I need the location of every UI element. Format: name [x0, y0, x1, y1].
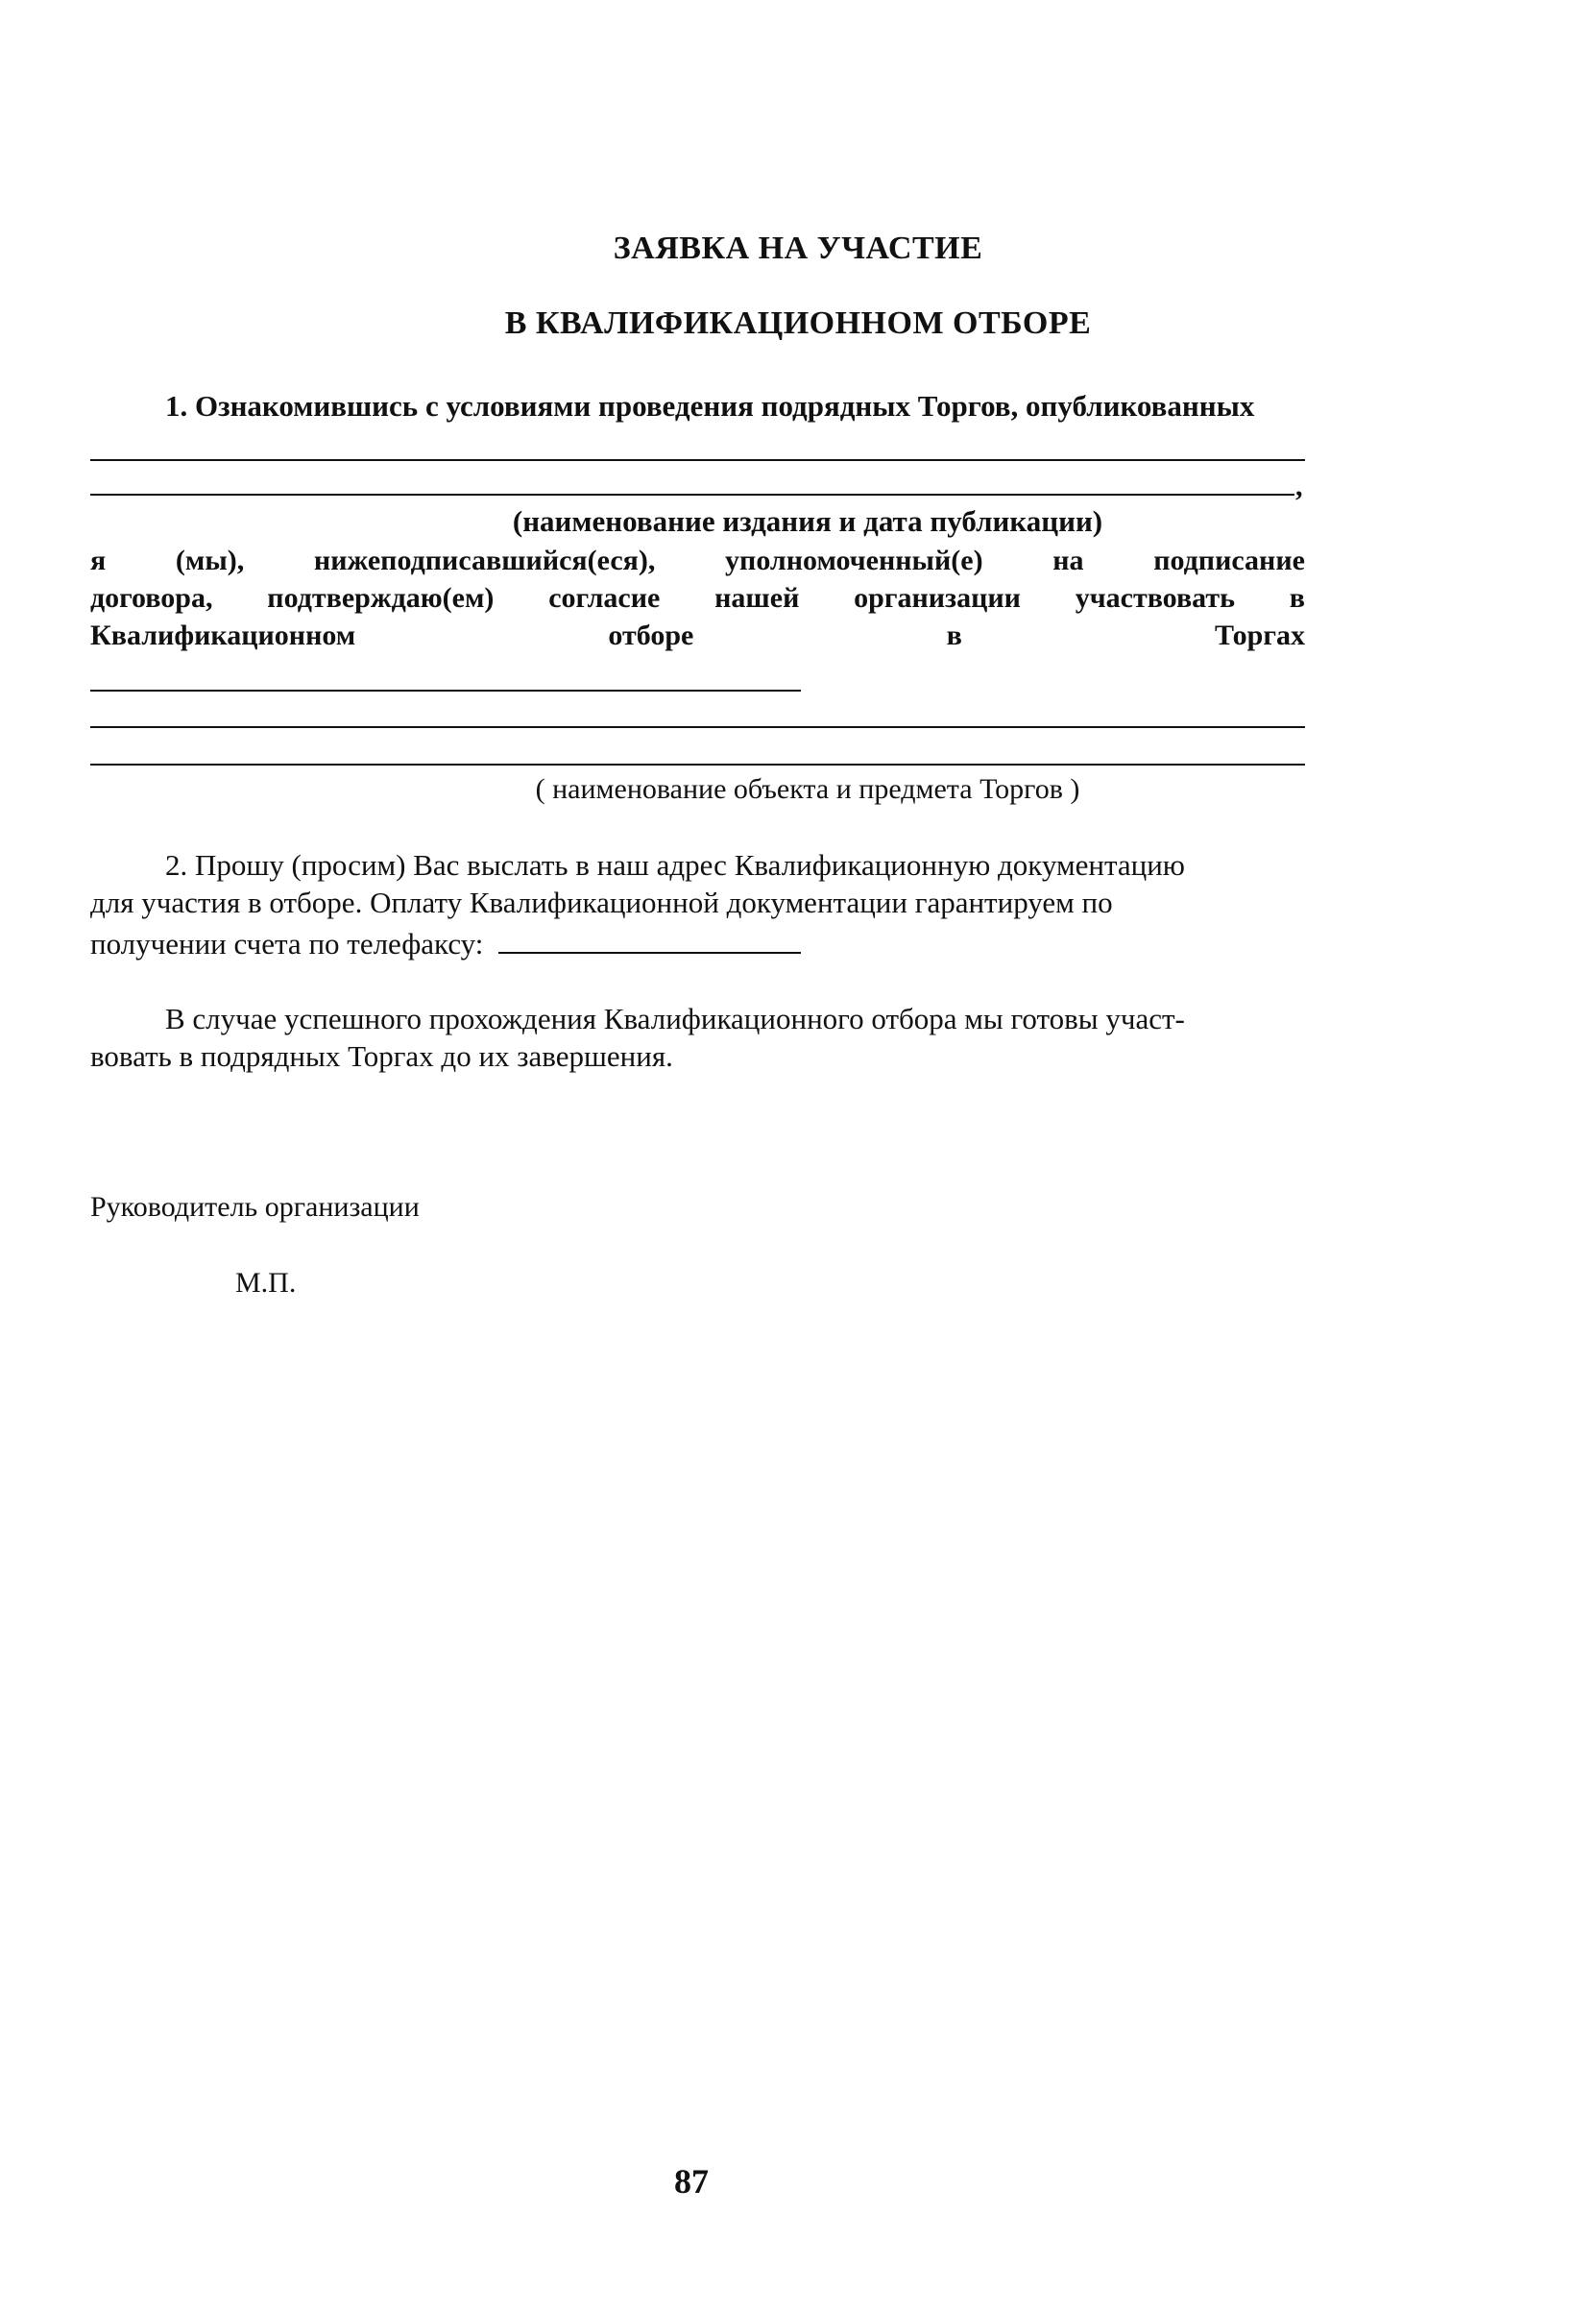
word: Квалификационном	[90, 620, 356, 651]
word: Торгах	[1214, 620, 1305, 651]
para2-line2: для участия в отборе. Оплату Квалификационной документации гарантируем по	[90, 886, 1113, 919]
blank-line-object-1	[90, 690, 801, 692]
para1-intro: 1. Ознакомившись с условиями проведения подрядных Торгов, опубликованных	[165, 389, 1255, 423]
para2-line1: 2. Прошу (просим) Вас выслать в наш адрес Квалификационную документацию	[165, 848, 1185, 882]
document-title: ЗАЯВКА НА УЧАСТИЕ	[613, 231, 983, 266]
blank-line-publication-1	[90, 459, 1305, 461]
page-number: 87	[674, 2162, 709, 2201]
para1-line-c	[90, 620, 1305, 652]
word: согласие	[548, 582, 661, 614]
word: участвовать	[1075, 582, 1235, 614]
blank-line-publication-2	[90, 494, 1294, 496]
word: уполномоченный(е)	[725, 545, 983, 576]
stamp-label: М.П.	[235, 1267, 297, 1299]
word: на	[1052, 545, 1084, 576]
word: нижеподписавшийся(еся),	[313, 545, 656, 576]
word: организации	[854, 582, 1021, 614]
word: (мы),	[175, 545, 245, 576]
word: нашей	[714, 582, 800, 614]
word: договора,	[90, 582, 213, 614]
blank-line-object-3	[90, 764, 1305, 766]
para3-line2: вовать в подрядных Торгах до их завершения.	[90, 1039, 673, 1073]
word: в	[946, 620, 962, 651]
word: я	[90, 545, 107, 576]
word: отборе	[608, 620, 694, 651]
signature-head-label: Руководитель организации	[90, 1191, 420, 1223]
caption-publication: (наименование издания и дата публикации)	[512, 504, 1103, 538]
para1-line-a	[90, 545, 1305, 577]
word: в	[1289, 582, 1305, 614]
caption-object: ( наименование объекта и предмета Торгов )	[535, 773, 1080, 805]
para3-line1: В случае успешного прохождения Квалификационного отбора мы готовы участ-	[165, 1002, 1185, 1035]
para2-line3	[90, 923, 801, 961]
document-subtitle: В КВАЛИФИКАЦИОННОМ ОТБОРЕ	[504, 305, 1092, 341]
para2-line3-text: получении счета по телефаксу:	[90, 927, 484, 961]
word: подписание	[1153, 545, 1305, 576]
para1-line-b	[90, 582, 1305, 615]
word: подтверждаю(ем)	[267, 582, 495, 614]
blank-line-object-2	[90, 726, 1305, 728]
blank-line-end-mark: ,	[1295, 471, 1303, 502]
fax-blank	[498, 923, 801, 954]
